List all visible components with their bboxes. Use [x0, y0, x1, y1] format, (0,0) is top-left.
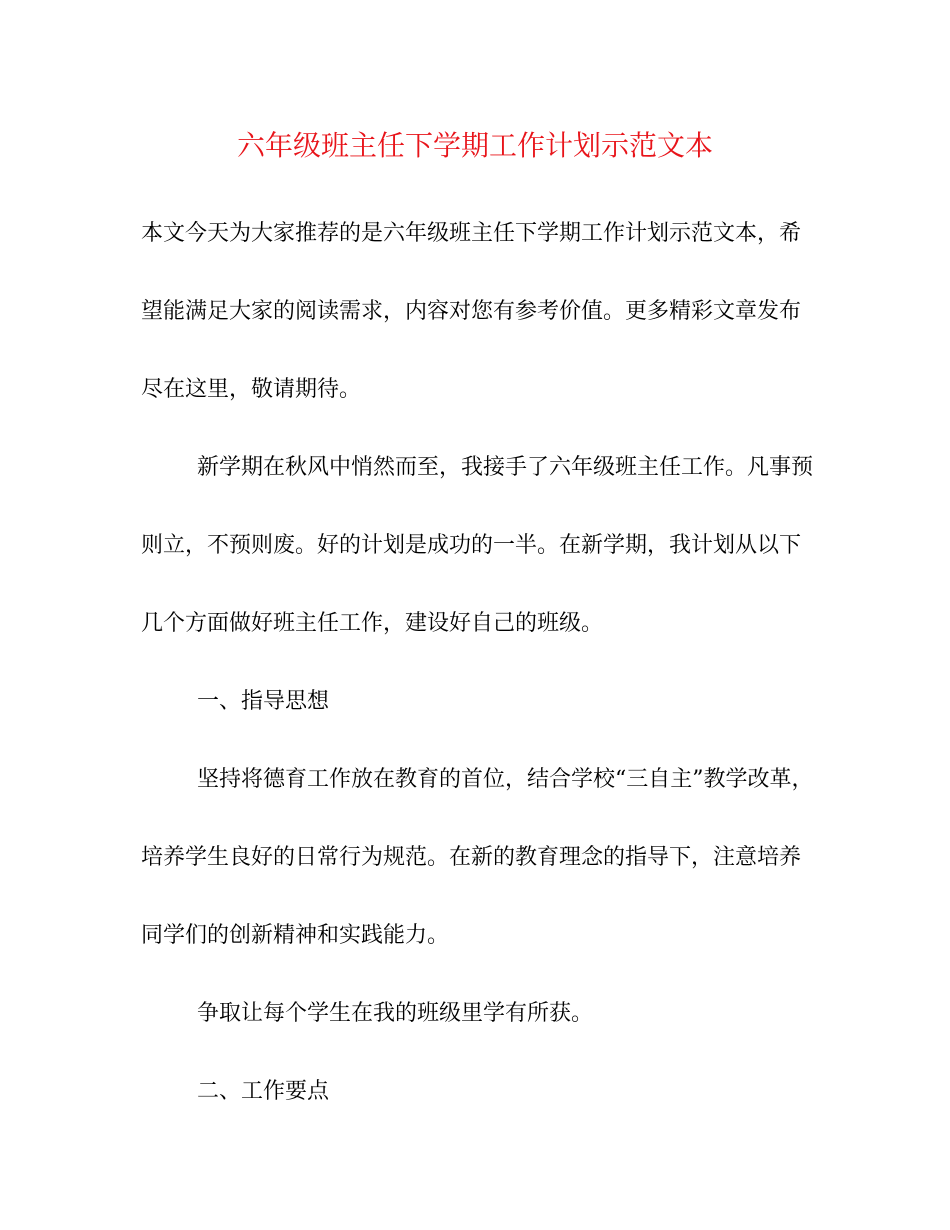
- goal-paragraph: [141, 988, 811, 1040]
- paragraph-line: 新学期在秋风中悄然而至，我接手了六年级班主任工作。凡事预: [197, 455, 814, 480]
- paragraph-line: 同学们的创新精神和实践能力。: [141, 923, 450, 948]
- opening-paragraph: [141, 442, 814, 650]
- section-heading-2: [141, 1066, 811, 1118]
- paragraph-line: 望能满足大家的阅读需求，内容对您有参考价值。更多精彩文章发布: [141, 299, 802, 324]
- document-body: [141, 208, 814, 1144]
- paragraph-line: 坚持将德育工作放在教育的首位，结合学校“三自主”教学改革，: [197, 767, 814, 792]
- section-heading: 二、工作要点: [197, 1079, 330, 1104]
- guiding-principle-paragraph: [141, 754, 814, 962]
- paragraph-line: 本文今天为大家推荐的是六年级班主任下学期工作计划示范文本，希: [141, 221, 802, 246]
- paragraph-line: 尽在这里，敬请期待。: [141, 377, 362, 402]
- paragraph-line: 则立，不预则废。好的计划是成功的一半。在新学期，我计划从以下: [141, 533, 802, 558]
- section-heading-1: [141, 676, 811, 728]
- paragraph-line: 争取让每个学生在我的班级里学有所获。: [197, 1001, 594, 1026]
- document-title: 六年级班主任下学期工作计划示范文本: [236, 129, 713, 162]
- paragraph-line: 几个方面做好班主任工作，建设好自己的班级。: [141, 611, 604, 636]
- paragraph-line: 培养学生良好的日常行为规范。在新的教育理念的指导下，注意培养: [141, 845, 802, 870]
- section-heading: 一、指导思想: [197, 689, 330, 714]
- intro-paragraph: [141, 208, 811, 416]
